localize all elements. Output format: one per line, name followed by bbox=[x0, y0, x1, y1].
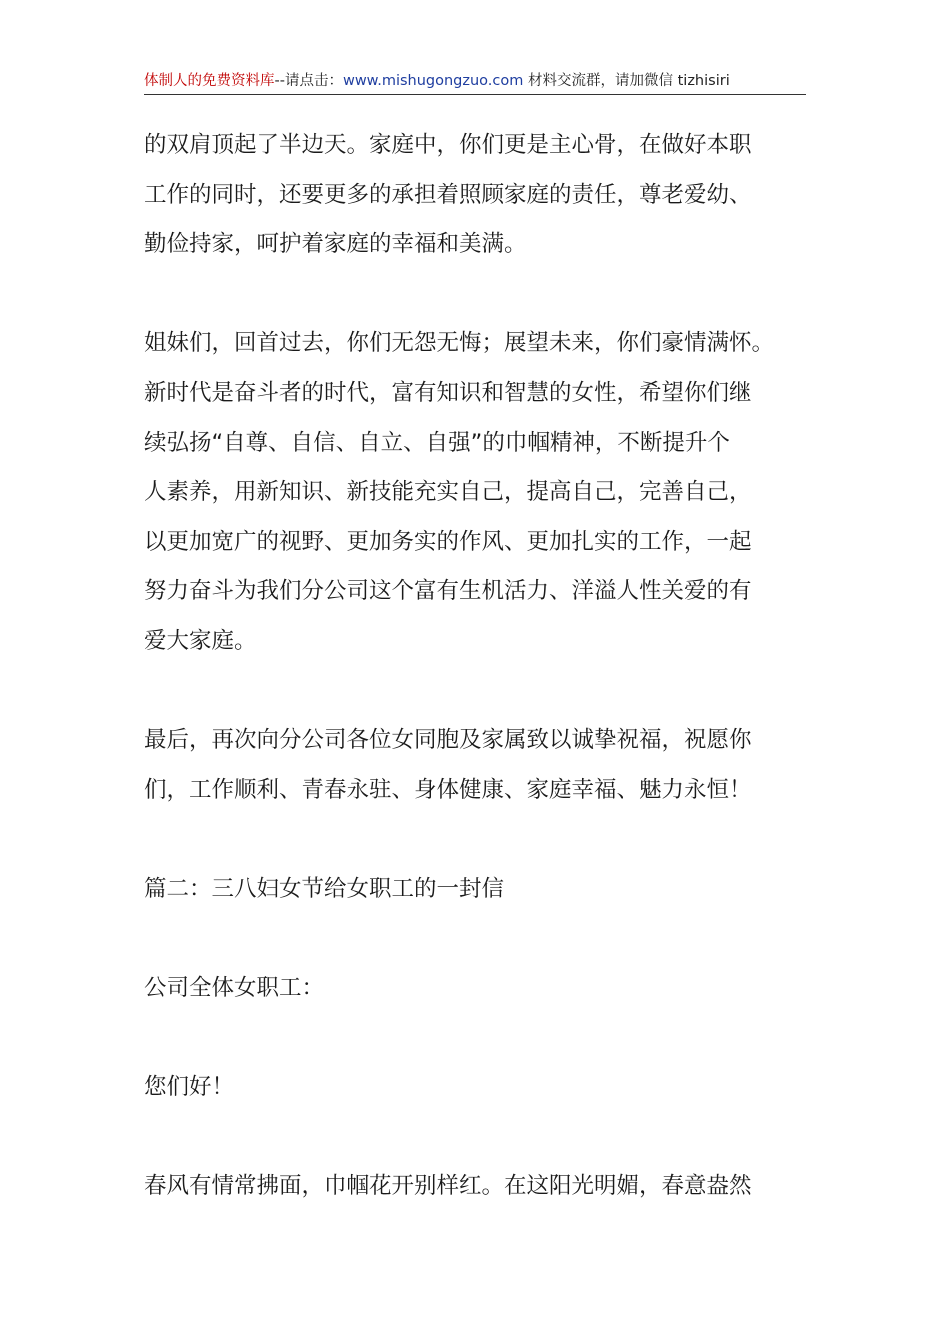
header-contact: 材料交流群，请加微信 tizhisiri bbox=[523, 73, 730, 89]
text-line: 的双肩顶起了半边天。家庭中，你们更是主心骨，在做好本职 bbox=[144, 132, 752, 158]
text-line: 姐妹们，回首过去，你们无怨无悔；展望未来，你们豪情满怀。 bbox=[144, 330, 775, 357]
text-line: 篇二：三八妇女节给女职工的一封信 bbox=[144, 875, 505, 902]
text-line: 最后，再次向分公司各位女同胞及家属致以诚挚祝福，祝愿你 bbox=[144, 727, 752, 754]
text-line: 续弘扬“自尊、自信、自立、自强”的巾帼精神，不断提升个 bbox=[144, 429, 730, 456]
paragraph bbox=[144, 964, 810, 1014]
text-line: 努力奋斗为我们分公司这个富有生机活力、洋溢人性关爱的有 bbox=[144, 578, 752, 605]
text-line: 春风有情常拂面，巾帼花开别样红。在这阳光明媚，春意盎然 bbox=[144, 1173, 752, 1200]
page-header bbox=[144, 70, 806, 95]
text-line: 们，工作顺利、青春永驻、身体健康、家庭幸福、魅力永恒！ bbox=[144, 776, 752, 803]
text-line: 公司全体女职工： bbox=[144, 975, 325, 1002]
paragraph bbox=[144, 716, 810, 815]
header-brand: 体制人的免费资料库 bbox=[144, 73, 275, 89]
paragraph bbox=[144, 1063, 810, 1113]
paragraph bbox=[144, 865, 810, 915]
paragraph bbox=[144, 319, 810, 666]
text-line: 新时代是奋斗者的时代，富有知识和智慧的女性，希望你们继 bbox=[144, 379, 752, 406]
document-body bbox=[144, 121, 810, 1262]
text-line: 以更加宽广的视野、更加务实的作风、更加扎实的工作，一起 bbox=[144, 528, 752, 555]
paragraph bbox=[144, 1162, 810, 1212]
text-line: 人素养，用新知识、新技能充实自己，提高自己，完善自己， bbox=[144, 479, 752, 506]
paragraph bbox=[144, 121, 810, 270]
header-prompt: --请点击： bbox=[274, 73, 343, 89]
text-line: 勤俭持家，呵护着家庭的幸福和美满。 bbox=[144, 231, 527, 258]
header-url-link[interactable]: www.mishugongzuo.com bbox=[342, 73, 524, 89]
text-line: 爱大家庭。 bbox=[144, 627, 257, 654]
text-line: 您们好！ bbox=[144, 1074, 235, 1101]
text-line: 工作的同时，还要更多的承担着照顾家庭的责任，尊老爱幼、 bbox=[144, 181, 752, 208]
